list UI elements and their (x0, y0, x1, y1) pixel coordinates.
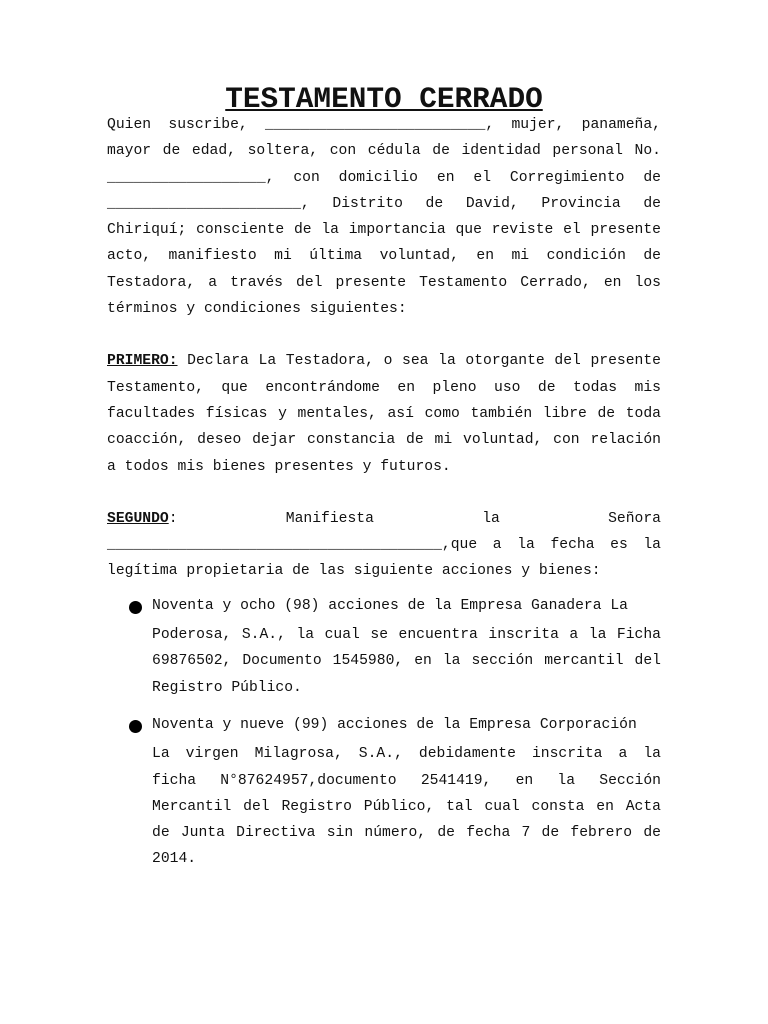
paragraph-spacer (107, 322, 661, 348)
document-page (107, 83, 661, 873)
paragraph-spacer (107, 480, 661, 506)
list-item-first-line: Noventa y nueve (99) acciones de la Empresa Corporación (152, 716, 637, 733)
list-item-first-line: Noventa y ocho (98) acciones de la Empresa Ganadera La (152, 597, 628, 614)
intro-paragraph: Quien suscribe, _________________________, mujer, panameña, mayor de edad, soltera, con cédula de identidad personal No. __________________, con domicilio en el Corregimiento de ______________________, Distrito de David, Provincia de Chiriquí; consciente de la importancia que reviste el presente acto, manifiesto mi última voluntad, en mi condición de Testadora, a través del presente Testamento Cerrado, en los términos y condiciones siguientes: (107, 117, 661, 318)
list-item-text: Poderosa, S.A., la cual se encuentra inscrita a la Ficha 69876502, Documento 1545980, en la sección mercantil del Registro Público. (152, 627, 661, 696)
segundo-paragraph (107, 506, 661, 585)
bullet-icon (129, 720, 142, 733)
assets-list (107, 593, 661, 873)
segundo-text: : Manifiesta la Señora ______________________________________,que a la fecha es la legítima propietaria de las siguiente acciones y bienes: (107, 510, 661, 580)
segundo-label: SEGUNDO (107, 510, 169, 527)
primero-label: PRIMERO: (107, 353, 178, 370)
list-item-text: La virgen Milagrosa, S.A., debidamente inscrita a la ficha N°87624957,documento 2541419, en la Sección Mercantil del Registro Público, tal cual consta en Acta de Junta Directiva sin número, de fecha 7 de febrero de 2014. (152, 746, 661, 868)
list-item (107, 593, 661, 701)
primero-text: Declara La Testadora, o sea la otorgante del presente Testamento, que encontrándome en pleno uso de todas mis facultades físicas y mentales, así como también libre de toda coacción, deseo dejar constancia de mi voluntad, con relación a todos mis bienes presentes y futuros. (107, 353, 661, 475)
bullet-icon (129, 601, 142, 614)
list-item (107, 712, 661, 873)
document-title: TESTAMENTO CERRADO (225, 83, 543, 116)
primero-paragraph (107, 348, 661, 479)
